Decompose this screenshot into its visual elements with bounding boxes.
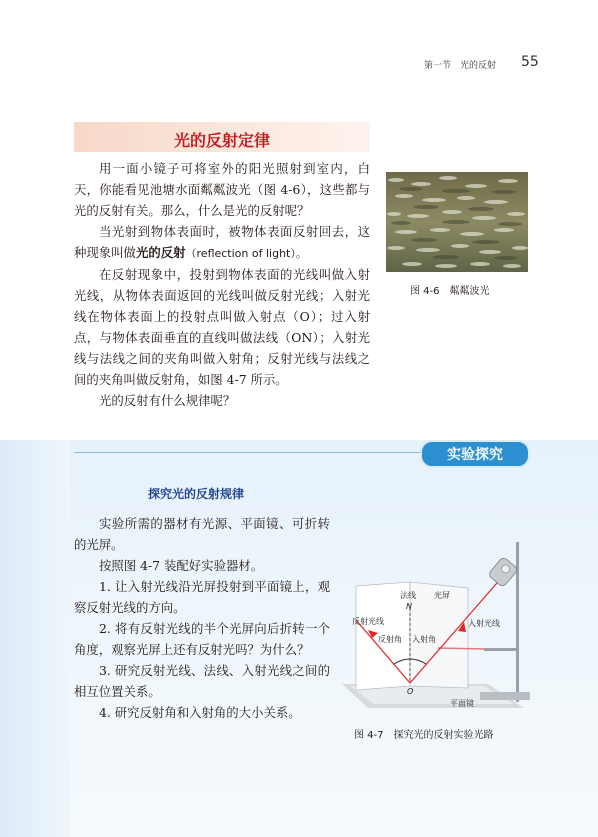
term-reflection: 光的反射: [135, 245, 186, 260]
reflection-experiment-diagram: [338, 536, 532, 714]
experiment-tab-label: 实验探究: [447, 447, 503, 463]
paragraph-2-text: 当光射到物体表面时，被物体表面反射回去，这种现象叫做: [74, 224, 370, 260]
body-text: [74, 158, 370, 411]
label-incident-ray: 入射光线: [468, 619, 500, 628]
page-number: 55: [521, 54, 539, 70]
experiment-line: 2. 将有反射光线的半个光屏向后折转一个角度，观察光屏上还有反射光吗？为什么？: [74, 621, 330, 657]
laser-beam: [438, 648, 484, 649]
paragraph-1: 用一面小镜子可将室外的阳光照射到室内，白天，你能看见池塘水面粼粼波光（图 4-6），这些都与光的反射有关。那么，什么是光的反射呢？: [74, 161, 370, 218]
label-o: O: [407, 687, 414, 696]
stand-arm: [484, 648, 518, 651]
experiment-line: 3. 研究反射光线、法线、入射光线之间的相互位置关系。: [74, 663, 330, 699]
figure-4-7-caption: 图 4-7 探究光的反射实验光路: [354, 730, 494, 741]
water-ripple-photo: [386, 172, 528, 272]
label-incidence-angle: 入射角: [412, 635, 436, 644]
experiment-steps: [74, 513, 330, 723]
paragraph-4: 光的反射有什么规律呢？: [99, 393, 236, 408]
label-normal: 法线: [400, 591, 416, 600]
label-mirror: 平面镜: [450, 699, 474, 708]
experiment-line: 1. 让入射光线沿光屏投射到平面镜上，观察反射光线的方向。: [74, 579, 330, 615]
paragraph-2: [74, 221, 370, 264]
label-reflected-ray: 反射光线: [352, 617, 384, 626]
section-title: 光的反射定律: [173, 131, 270, 150]
experiment-line: 4. 研究反射角和入射角的大小关系。: [99, 705, 301, 720]
light-source: [488, 556, 519, 587]
stand-base: [480, 692, 530, 700]
experiment-left-shade: [0, 440, 70, 837]
label-reflection-angle: 反射角: [378, 635, 402, 644]
experiment-line: 按照图 4-7 装配好实验器材。: [99, 558, 264, 573]
term-english: （reflection of light）。: [185, 247, 307, 260]
paragraph-3: 在反射现象中，投射到物体表面的光线叫做入射光线，从物体表面返回的光线叫做反射光线；入射光线在物体表面上的投射点叫做入射点（O）；过入射点，与物体表面垂直的直线叫做法线（ON）；入射光线与法线之间的夹角叫做入射角；反射光线与法线之间的夹角叫做反射角，如图 4-7 所示。: [74, 267, 370, 387]
stand-pole: [516, 542, 519, 702]
experiment-line: 实验所需的器材有光源、平面镜、可折转的光屏。: [74, 516, 330, 552]
running-header-section: 第一节 光的反射: [424, 61, 497, 71]
experiment-divider: [74, 452, 424, 453]
label-n: N: [406, 602, 412, 611]
label-screen: 光屏: [434, 591, 450, 600]
experiment-title: 探究光的反射规律: [148, 487, 245, 501]
figure-4-6-caption: 图 4-6 粼粼波光: [410, 286, 490, 297]
